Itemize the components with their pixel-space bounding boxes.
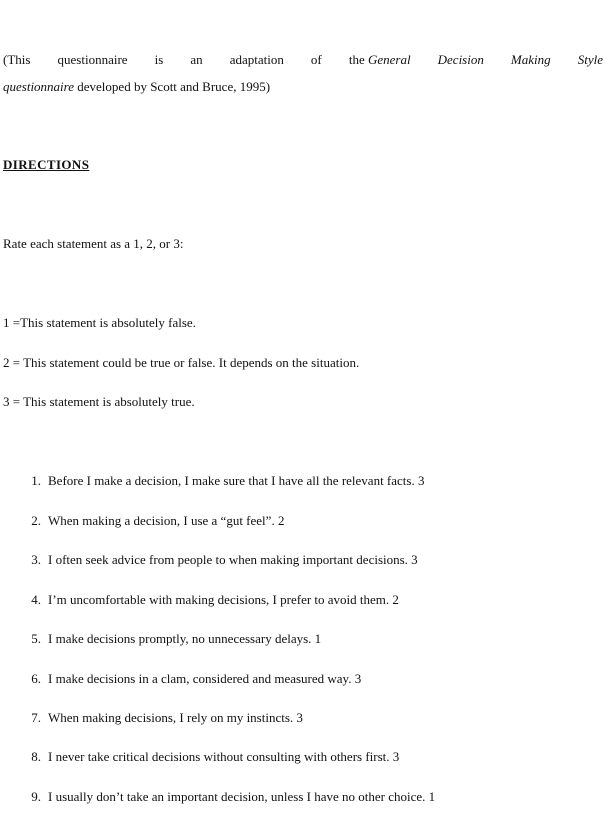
list-item-text: Before I make a decision, I make sure that I have all the relevant facts. 3: [48, 473, 425, 488]
scale-definition: 2 = This statement could be true or false. It depends on the situation.: [3, 355, 360, 370]
list-item-text: I often seek advice from people to when making important decisions. 3: [48, 552, 418, 567]
scale-definition: 1 =This statement is absolutely false.: [3, 315, 196, 330]
list-item-number: 2.: [31, 513, 41, 528]
intro-word-group: [349, 52, 411, 68]
list-item-text: I make decisions in a clam, considered and measured way. 3: [48, 671, 362, 686]
intro-word: an: [190, 52, 203, 67]
list-item-number: 7.: [31, 710, 41, 725]
intro-word: is: [154, 52, 164, 67]
list-item-number: 8.: [31, 749, 41, 764]
intro-word: of: [310, 52, 322, 67]
intro-word: adaptation: [229, 52, 284, 67]
list-item-text: I make decisions promptly, no unnecessary delays. 1: [48, 631, 322, 646]
intro-line-1: [3, 52, 603, 68]
intro-title-word: Making: [510, 52, 551, 67]
intro-word: the: [348, 52, 365, 67]
rating-prompt: Rate each statement as a 1, 2, or 3:: [3, 236, 184, 251]
list-item-text: I’m uncomfortable with making decisions, I prefer to avoid them. 2: [48, 592, 399, 607]
list-item-text: I usually don’t take an important decision, unless I have no other choice. 1: [48, 789, 436, 804]
list-item-number: 4.: [31, 592, 41, 607]
list-item-number: 1.: [31, 473, 41, 488]
intro-title-word: questionnaire: [3, 79, 75, 94]
list-item-number: 9.: [31, 789, 41, 804]
list-item-number: 3.: [31, 552, 41, 567]
list-item-text: I never take critical decisions without consulting with others first. 3: [48, 749, 400, 764]
document-page: [3, 0, 603, 829]
list-item-text: When making decisions, I rely on my instincts. 3: [48, 710, 303, 725]
scale-definition: 3 = This statement is absolutely true.: [3, 394, 195, 409]
list-item-number: 5.: [31, 631, 41, 646]
intro-word: (This: [3, 52, 31, 67]
directions-heading: DIRECTIONS: [3, 157, 90, 172]
list-item-text: When making a decision, I use a “gut feel”. 2: [48, 513, 285, 528]
intro-title-word: Style: [577, 52, 603, 67]
intro-citation: developed by Scott and Bruce, 1995): [74, 79, 271, 94]
intro-title-word: Decision: [437, 52, 484, 67]
intro-title-word: General: [367, 52, 411, 67]
list-item-number: 6.: [31, 671, 41, 686]
intro-line-2: [3, 79, 270, 95]
intro-word: questionnaire: [57, 52, 128, 67]
